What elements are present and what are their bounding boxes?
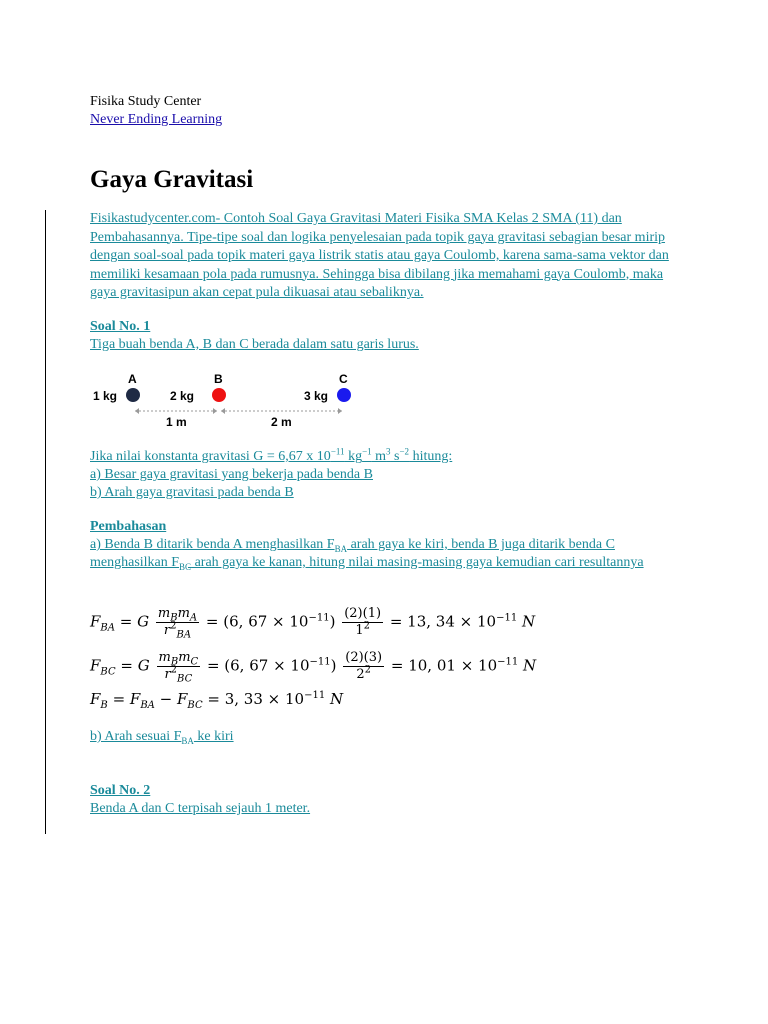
soal-1: [90, 318, 419, 354]
soal-1-question: [90, 448, 452, 502]
soal-2: [90, 782, 310, 818]
soal-2-text: Benda A dan C terpisah sejauh 1 meter.: [90, 801, 311, 816]
soal-1-heading: Soal No. 1: [90, 319, 151, 334]
distance-bc-label: 2 m: [271, 415, 292, 429]
mass-c-label: 3 kg: [304, 389, 329, 403]
question-constant: Jika nilai konstanta gravitasi G = 6,67 x $10^{-11}$ $kg^{-1}$ $m^3$ $s^{-2}$ hitung:: [90, 446, 453, 464]
point-c: [337, 388, 351, 402]
mass-a-label: 1 kg: [93, 389, 118, 403]
pembahasan-heading: Pembahasan: [90, 519, 167, 534]
question-item-b: b) Arah gaya gravitasi pada benda B: [90, 485, 294, 500]
left-margin-bar: [45, 210, 46, 834]
article-title: Gaya Gravitasi: [90, 166, 254, 193]
intro-paragraph[interactable]: Fisikastudycenter.com- Contoh Soal Gaya Gravitasi Materi Fisika SMA Kelas 2 SMA (11) dan Pembahasannya. Tipe-tipe soal dan logika penyelesaian pada topik gaya gravitasi sebagian besar mirip dengan soal-soal pada topik materi gaya listrik statis atau gaya Coulomb, karena sama-sama vektor dan memiliki kesamaan pola pada rumusnya. Sehingga bisa dibilang jika memahami gaya Coulomb, maka gaya gravitasipun akan cepat pula dikuasai atau sebaliknya.: [90, 211, 669, 300]
pembahasan-part-b: b) Arah sesuai $F_{BA}$ ke kiri: [90, 729, 234, 746]
pembahasan-part-a: a) Benda B ditarik benda A menghasilkan $F_{BA}$ arah gaya ke kiri, benda B juga ditarik benda C menghasilkan $F_{BC}$ arah gaya ke kanan, hitung nilai masing-masing gaya kemudian cari resultannya: [90, 537, 644, 572]
equation-fbc: $F_{BC} = G$ $\frac{m_Bm_C}{r^2_{BC}}$ = (6, $67 \times 10^{-11}$) $\frac{(2)(3)}{2^2}$ = 10, $01 \times 10^{-11}$ N: [90, 650, 537, 685]
site-name: Fisika Study Center: [90, 94, 202, 109]
point-b-label: B: [214, 372, 223, 386]
mass-b-label: 2 kg: [170, 389, 195, 403]
point-a: [126, 388, 140, 402]
pembahasan: [90, 518, 680, 572]
point-c-label: C: [339, 372, 348, 386]
soal-1-text: Tiga buah benda A, B dan C berada dalam satu garis lurus.: [90, 337, 419, 352]
question-item-a: a) Besar gaya gravitasi yang bekerja pada benda B: [90, 467, 373, 482]
point-b: [212, 388, 226, 402]
mass-diagram: [80, 370, 380, 430]
equation-fb: $F_B = F_{BA} - F_{BC} = 3$, $33 \times 10^{-11}$ N: [90, 690, 344, 711]
tagline-link[interactable]: Never Ending Learning: [90, 112, 223, 127]
equation-fba: $F_{BA} = G$ $\frac{m_Bm_A}{r^2_{BA}}$ = (6, $67 \times 10^{-11}$) $\frac{(2)(1)}{1^2}$ = 13, $34 \times 10^{-11}$ N: [90, 606, 536, 641]
point-a-label: A: [128, 372, 137, 386]
distance-ab-label: 1 m: [166, 415, 187, 429]
soal-2-heading: Soal No. 2: [90, 783, 151, 798]
